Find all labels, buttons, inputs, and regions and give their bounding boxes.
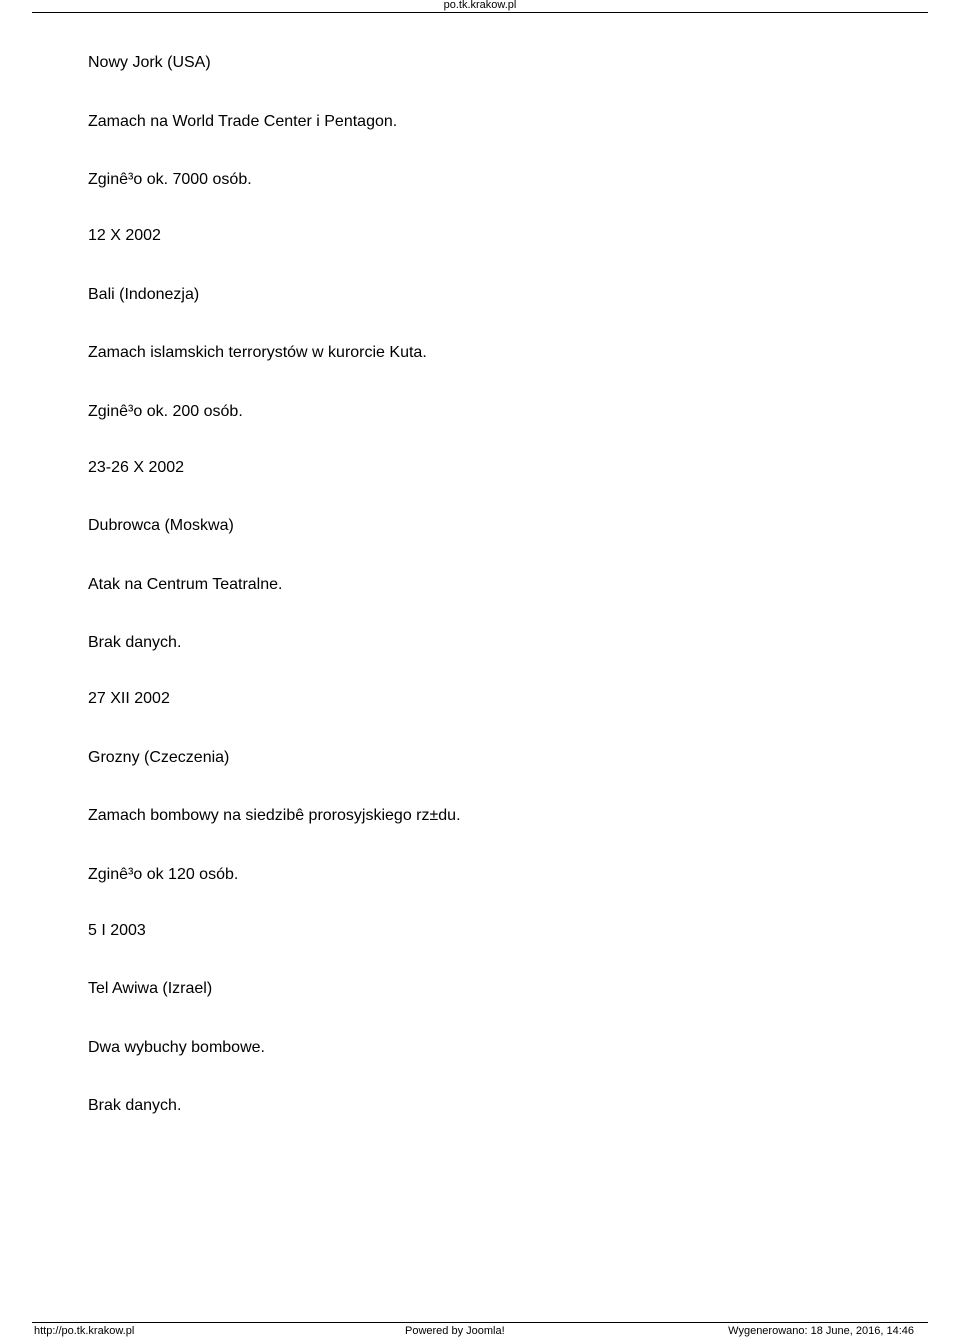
- event-description: Zamach islamskich terrorystów w kurorcie Kuta.: [88, 344, 427, 361]
- event-date: 5 I 2003: [88, 921, 146, 939]
- event-description: Zamach bombowy na siedzibê prorosyjskiego rz±du.: [88, 807, 461, 824]
- event-description: Zamach na World Trade Center i Pentagon.: [88, 112, 398, 130]
- event-location: Grozny (Czeczenia): [88, 748, 230, 766]
- event-casualties: Zginê³o ok. 200 osób.: [88, 402, 243, 420]
- footer-divider: [32, 1322, 928, 1323]
- event-block-3: [88, 459, 908, 653]
- event-casualties: Zginê³o ok. 7000 osób.: [88, 171, 252, 188]
- event-date: 27 XII 2002: [88, 690, 170, 707]
- event-block-4: [88, 690, 908, 884]
- event-location: Tel Awiwa (Izrael): [88, 980, 213, 997]
- event-description: Dwa wybuchy bombowe.: [88, 1038, 265, 1056]
- event-casualties: Zginê³o ok 120 osób.: [88, 865, 239, 883]
- event-location: Dubrowca (Moskwa): [88, 517, 234, 534]
- page-header: [0, 0, 960, 14]
- event-location: Nowy Jork (USA): [88, 54, 211, 71]
- event-casualties: Brak danych.: [88, 634, 182, 651]
- event-description: Atak na Centrum Teatralne.: [88, 575, 283, 593]
- footer-powered-by: Powered by Joomla!: [405, 1325, 505, 1337]
- footer-site-link[interactable]: http://po.tk.krakow.pl: [34, 1325, 135, 1337]
- event-block-5: [88, 922, 908, 1116]
- header-site-name: po.tk.krakow.pl: [443, 0, 517, 11]
- page-footer: [0, 1322, 960, 1338]
- event-casualties: Brak danych.: [88, 1097, 182, 1114]
- footer-generated-timestamp: Wygenerowano: 18 June, 2016, 14:46: [728, 1325, 914, 1337]
- event-date: 12 X 2002: [88, 227, 161, 244]
- event-date: 23-26 X 2002: [88, 458, 185, 476]
- event-block-2: [88, 227, 908, 421]
- header-divider: [32, 12, 928, 13]
- document-body: [88, 54, 908, 1153]
- event-block-1: [88, 54, 908, 189]
- event-location: Bali (Indonezja): [88, 285, 200, 303]
